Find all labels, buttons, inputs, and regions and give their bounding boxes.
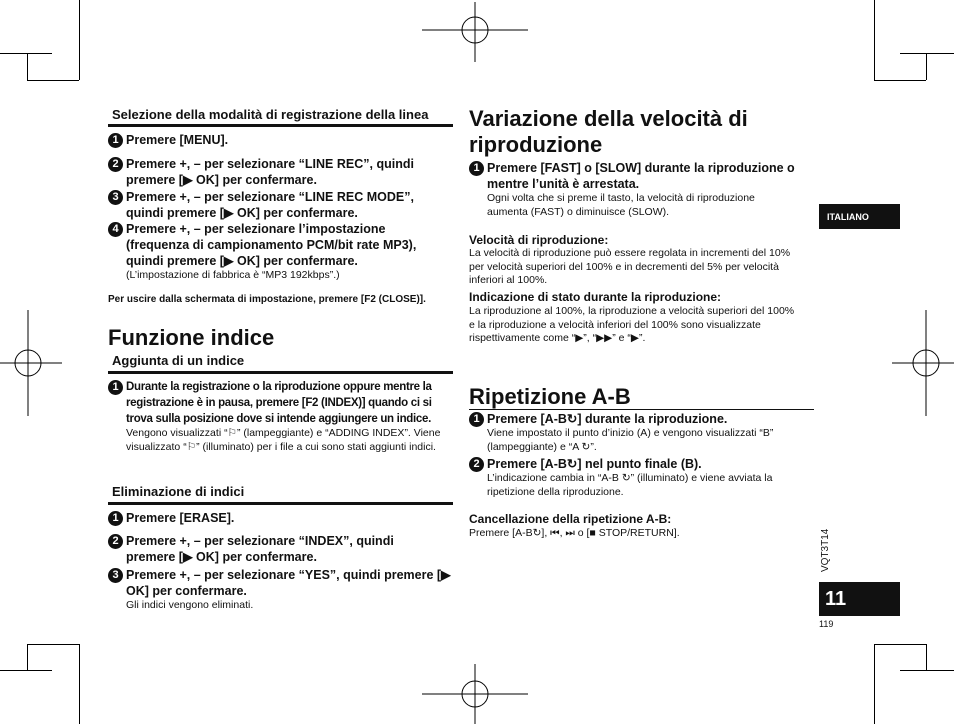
step <box>108 533 428 565</box>
crop-mark <box>926 53 927 80</box>
crop-mark <box>27 644 28 671</box>
step-number: 2 <box>108 534 123 549</box>
paragraph: Premere [A-B↻], ⏮, ⏭ o [■ STOP/RETURN]. <box>469 527 680 539</box>
step-text: Premere +, – per selezionare “INDEX”, quindi premere [▶ OK] per confermare. <box>126 534 394 564</box>
step-note: Viene impostato il punto d’inizio (A) e vengono visualizzati “B” (lampeggiante) e “A ↻”. <box>487 427 774 453</box>
step-text: Premere +, – per selezionare l’impostazione (frequenza di campionamento PCM/bit rate MP3), quindi premere [▶ OK] per confermare. <box>126 222 417 268</box>
divider <box>469 409 814 410</box>
registration-mark-icon <box>0 310 62 416</box>
page-number: 119 <box>819 619 834 629</box>
step-number: 2 <box>469 457 484 472</box>
language-tab: ITALIANO <box>819 204 900 229</box>
step-note: Ogni volta che si preme il tasto, la velocità di riproduzione aumenta (FAST) o diminuisce (SLOW). <box>487 192 755 218</box>
step-note: Gli indici vengono eliminati. <box>126 599 254 611</box>
step-note: Vengono visualizzati “⚐” (lampeggiante) e “ADDING INDEX”. Viene visualizzato “⚐” (illuminato) per i file a cui sono stati aggiunti indici. <box>126 427 441 453</box>
subsection-label: Cancellazione della ripetizione A-B: <box>469 512 672 526</box>
crop-mark <box>27 80 79 81</box>
crop-mark <box>900 670 954 671</box>
crop-mark <box>0 670 52 671</box>
subsection-label: Velocità di riproduzione: <box>469 233 609 247</box>
crop-mark <box>874 80 926 81</box>
step-number: 3 <box>108 568 123 583</box>
section-heading: Ripetizione A-B <box>469 384 631 409</box>
step <box>108 221 448 269</box>
step-number: 1 <box>108 133 123 148</box>
section-heading: Funzione indice <box>108 325 275 350</box>
model-code: VQT3T14 <box>820 528 831 572</box>
step <box>108 510 453 526</box>
step <box>108 156 448 188</box>
registration-mark-icon <box>892 310 954 416</box>
step-number: 1 <box>108 511 123 526</box>
crop-mark <box>874 644 926 645</box>
step-number: 1 <box>108 380 123 395</box>
paragraph: La velocità di riproduzione può essere regolata in incrementi del 10% per velocità superiori del 100% e in decrementi del 5% per velocità inferiori al 100%. <box>469 247 791 286</box>
step-text: Premere [A-B↻] nel punto finale (B). <box>487 457 702 471</box>
step <box>108 132 453 148</box>
subsection-title: Eliminazione di indici <box>112 484 245 499</box>
divider <box>108 124 453 127</box>
subsection-title: Aggiunta di un indice <box>112 353 245 368</box>
crop-mark <box>926 644 927 671</box>
step-text: Premere [ERASE]. <box>126 511 235 525</box>
step <box>469 411 814 427</box>
crop-mark <box>874 0 875 80</box>
crop-mark <box>900 53 954 54</box>
step-note: (L’impostazione di fabbrica è “MP3 192kbps”.) <box>126 269 340 281</box>
crop-mark <box>27 53 28 80</box>
step-number: 2 <box>108 157 123 172</box>
step <box>108 567 453 599</box>
step <box>469 456 814 472</box>
step <box>108 379 453 427</box>
step-text: Premere +, – per selezionare “LINE REC MODE”, quindi premere [▶ OK] per confermare. <box>126 190 414 220</box>
paragraph: La riproduzione al 100%, la riproduzione a velocità superiori del 100% e la riproduzione a velocità inferiori del 100% sono visualizzate rispettivamente come “▶”, “▶▶” e “▶”. <box>469 305 795 344</box>
divider <box>108 502 453 505</box>
step <box>469 160 814 192</box>
crop-mark <box>874 644 875 724</box>
step-text: Premere +, – per selezionare “YES”, quindi premere [▶ OK] per confermare. <box>126 568 451 598</box>
step-number: 4 <box>108 222 123 237</box>
subsection-label: Indicazione di stato durante la riproduzione: <box>469 290 722 304</box>
step-text: Premere [FAST] o [SLOW] durante la riproduzione o mentre l’unità è arrestata. <box>487 161 795 191</box>
step <box>108 189 448 221</box>
step-text: Durante la registrazione o la riproduzione oppure mentre la registrazione è in pausa, premere [F2 (INDEX)] quando ci si trova sulla posizione dove si intende aggiungere un indice. <box>126 381 432 425</box>
registration-mark-icon <box>422 664 528 724</box>
exit-instruction: Per uscire dalla schermata di impostazione, premere [F2 (CLOSE)]. <box>108 294 426 305</box>
step-number: 1 <box>469 161 484 176</box>
crop-mark <box>79 0 80 80</box>
section-heading: Variazione della velocità di riproduzione <box>469 106 748 157</box>
divider <box>108 371 453 374</box>
step-note: L’indicazione cambia in “A-B ↻” (illuminato) e viene avviata la ripetizione della riproduzione. <box>487 472 773 498</box>
step-text: Premere [MENU]. <box>126 133 229 147</box>
crop-mark <box>27 644 79 645</box>
section-title: Selezione della modalità di registrazione della linea <box>112 107 429 122</box>
chapter-number: 11 <box>819 582 900 616</box>
step-text: Premere +, – per selezionare “LINE REC”, quindi premere [▶ OK] per confermare. <box>126 157 414 187</box>
crop-mark <box>0 53 52 54</box>
crop-mark <box>79 644 80 724</box>
step-text: Premere [A-B↻] durante la riproduzione. <box>487 412 728 426</box>
step-number: 3 <box>108 190 123 205</box>
registration-mark-icon <box>422 2 528 62</box>
step-number: 1 <box>469 412 484 427</box>
